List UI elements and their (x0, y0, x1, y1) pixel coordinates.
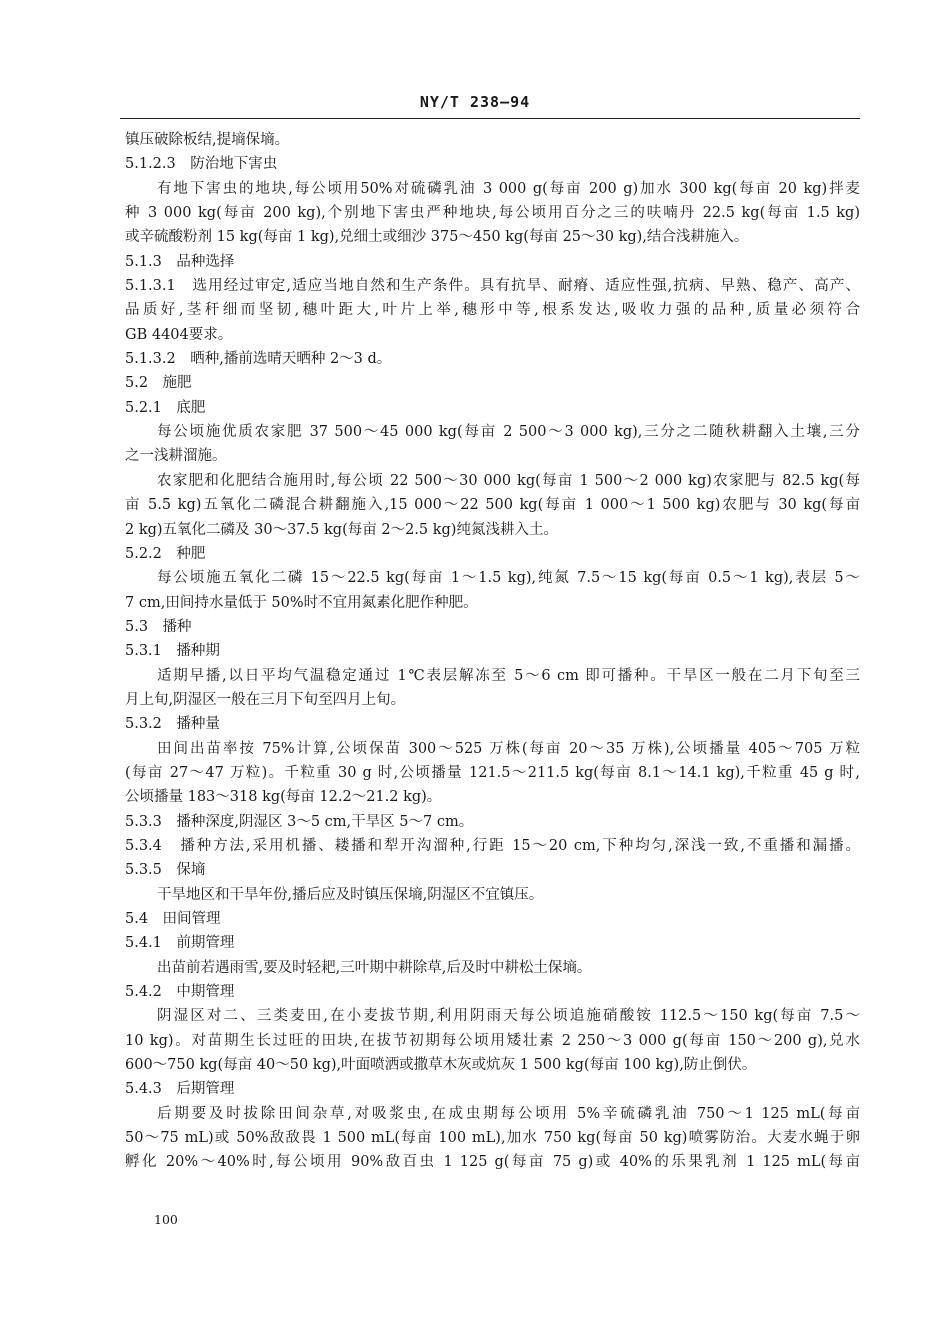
text-line: 农家肥和化肥结合施用时,每公顷 22 500～30 000 kg(每亩 1 500～2 000 kg)农家肥与 82.5 kg(每 (157, 472, 860, 489)
text-line: 2 kg)五氧化二磷及 30～37.5 kg(每亩 2～2.5 kg)纯氮浅耕入土。 (125, 521, 558, 538)
text-line: 5.3.3 播种深度,阴湿区 3～5 cm,干旱区 5～7 cm。 (125, 813, 474, 830)
text-line: 月上旬,阴湿区一般在三月下旬至四月上旬。 (125, 691, 406, 708)
text-line: 田间出苗率按 75%计算,公顷保苗 300～525 万株(每亩 20～35 万株),公顷播量 405～705 万粒 (157, 740, 860, 757)
text-line: 种 3 000 kg(每亩 200 kg),个别地下害虫严种地块,每公顷用百分之三的呋喃丹 22.5 kg(每亩 1.5 kg) (125, 205, 860, 222)
text-line: 5.1.3 品种选择 (125, 253, 235, 270)
text-line: 7 cm,田间持水量低于 50%时不宜用氮素化肥作种肥。 (125, 594, 478, 611)
page-number: 100 (154, 1212, 178, 1227)
text-line: 5.3.5 保墒 (125, 862, 206, 879)
text-line: 5.3.4 播种方法,采用机播、耧播和犁开沟溜种,行距 15～20 cm,下种均匀,深浅一致,不重播和漏播。 (125, 837, 860, 854)
text-line: 5.3.1 播种期 (125, 643, 220, 660)
text-line: 5.4.3 后期管理 (125, 1081, 235, 1098)
text-line: 10 kg)。对苗期生长过旺的田块,在拔节初期每公顷用矮壮素 2 250～3 000 g(每亩 150～200 g),兑水 (125, 1032, 860, 1049)
text-line: 出苗前若遇雨雪,要及时轻耙,三叶期中耕除草,后及时中耕松土保墒。 (157, 959, 592, 976)
text-line: 5.4.1 前期管理 (125, 935, 235, 952)
text-line: 孵化 20%～40%时,每公顷用 90%敌百虫 1 125 g(每亩 75 g)或 40%的乐果乳剂 1 125 mL(每亩 (125, 1154, 860, 1171)
text-line: GB 4404要求。 (125, 326, 233, 343)
document-body (125, 128, 860, 1175)
text-line: 品质好,茎秆细而坚韧,穗叶距大,叶片上举,穗形中等,根系发达,吸收力强的品种,质量必须符合 (125, 302, 860, 319)
text-line: 每公顷施五氧化二磷 15～22.5 kg(每亩 1～1.5 kg),纯氮 7.5～15 kg(每亩 0.5～1 kg),表层 5～ (157, 570, 860, 587)
text-line: 5.4 田间管理 (125, 911, 221, 927)
text-line: 5.1.3.1 选用经过审定,适应当地自然和生产条件。具有抗旱、耐瘠、适应性强,抗病、早熟、稳产、高产、 (125, 278, 860, 295)
text-line: 或辛硫酸粉剂 15 kg(每亩 1 kg),兑细土或细沙 375～450 kg(每亩 25～30 kg),结合浅耕施入。 (125, 229, 749, 246)
text-line: 5.4.2 中期管理 (125, 984, 235, 1001)
text-line: 5.3.2 播种量 (125, 716, 220, 733)
text-line: 5.2.2 种肥 (125, 545, 206, 562)
text-line: 适期早播,以日平均气温稳定通过 1℃表层解冻至 5～6 cm 即可播种。干旱区一般在二月下旬至三 (157, 667, 860, 684)
text-line: 之一浅耕溜施。 (125, 448, 227, 465)
text-line: 阴湿区对二、三类麦田,在小麦拔节期,利用阴雨天每公顷追施硝酸铵 112.5～150 kg(每亩 7.5～ (157, 1008, 860, 1025)
text-line: 5.2.1 底肥 (125, 399, 206, 416)
text-line: 5.1.2.3 防治地下害虫 (125, 156, 278, 173)
text-line: (每亩 27～47 万粒)。千粒重 30 g 时,公顷播量 121.5～211.5 kg(每亩 8.1～14.1 kg),千粒重 45 g 时, (125, 764, 860, 781)
text-line: 每公顷施优质农家肥 37 500～45 000 kg(每亩 2 500～3 000 kg),三分之二随秋耕翻入土壤,三分 (157, 424, 860, 441)
standard-code-header: NY/T 238—94 (419, 93, 531, 111)
text-line: 5.3 播种 (125, 618, 192, 635)
text-line: 后期要及时拔除田间杂草,对吸浆虫,在成虫期每公顷用 5%辛硫磷乳油 750～1 125 mL(每亩 (157, 1105, 860, 1122)
header-rule (120, 118, 860, 119)
text-line: 公顷播量 183～318 kg(每亩 12.2～21.2 kg)。 (125, 789, 442, 806)
text-line: 5.2 施肥 (125, 375, 192, 392)
text-line: 有地下害虫的地块,每公顷用50%对硫磷乳油 3 000 g(每亩 200 g)加水 300 kg(每亩 20 kg)拌麦 (157, 180, 860, 197)
text-line: 600～750 kg(每亩 40～50 kg),叶面喷洒或撒草木灰或炕灰 1 500 kg(每亩 100 kg),防止倒伏。 (125, 1057, 757, 1074)
text-line: 5.1.3.2 晒种,播前选晴天晒种 2～3 d。 (125, 351, 392, 368)
text-line: 干旱地区和干旱年份,播后应及时镇压保墒,阴湿区不宜镇压。 (157, 886, 544, 903)
text-line: 50～75 mL)或 50%敌敌畏 1 500 mL(每亩 100 mL),加水 750 kg(每亩 50 kg)喷雾防治。大麦水蝇于卵 (125, 1130, 860, 1147)
text-line: 亩 5.5 kg)五氧化二磷混合耕翻施入,15 000～22 500 kg(每亩 1 000～1 500 kg)农肥与 30 kg(每亩 (125, 497, 860, 514)
text-line: 镇压破除板结,提墒保墒。 (125, 132, 290, 148)
